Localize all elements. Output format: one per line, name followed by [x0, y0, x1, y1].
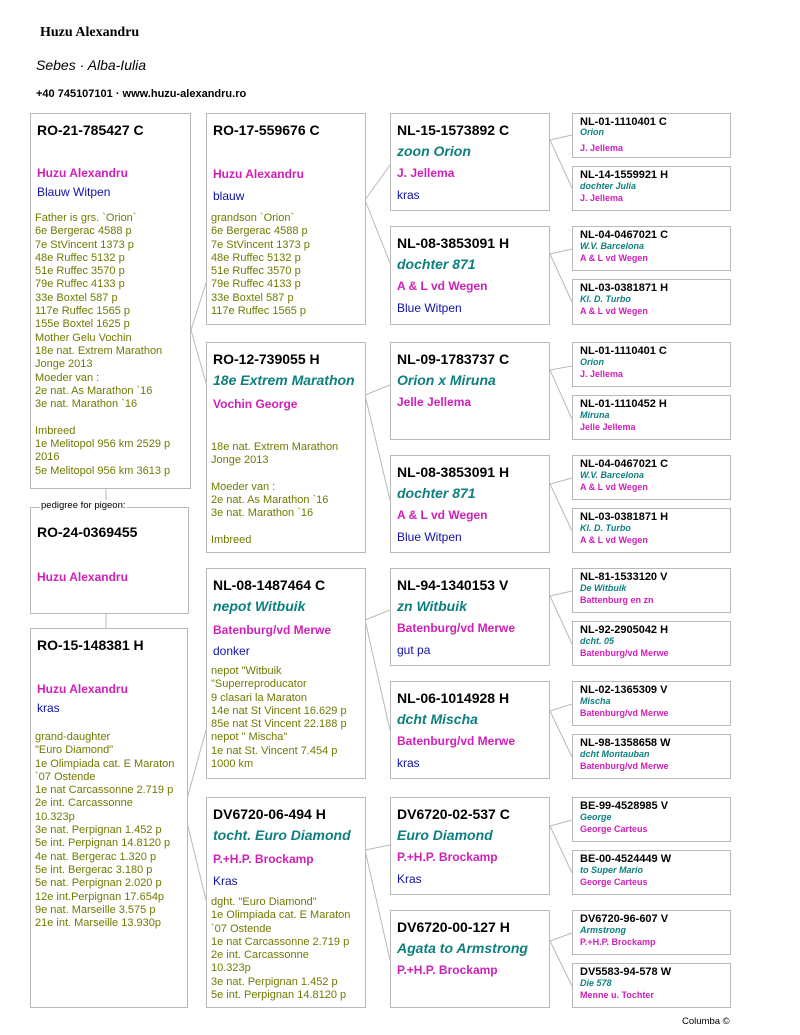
gen3-color: kras [397, 756, 420, 770]
gen3-ring: NL-08-3853091 H [397, 464, 510, 480]
gen4-name: Die 578 [580, 978, 612, 988]
gen3-name: zn Witbuik [397, 598, 467, 614]
gen4-breeder: Batenburg/vd Merwe [580, 648, 669, 658]
dd-ring: DV6720-06-494 H [213, 806, 326, 822]
gen4-breeder: A & L vd Wegen [580, 482, 648, 492]
gen4-card-1 [572, 166, 731, 211]
gen4-ring: DV5583-94-578 W [580, 966, 672, 978]
gen4-card-13 [572, 850, 731, 895]
subject-ring: RO-24-0369455 [37, 524, 138, 540]
gen4-name: Mischa [580, 696, 611, 706]
gen4-card-0 [572, 113, 731, 158]
gen3-card-0 [390, 113, 550, 211]
gen4-card-3 [572, 279, 731, 325]
ds-color: donker [213, 644, 250, 658]
sire-color: Blauw Witpen [37, 185, 111, 199]
gen3-ring: NL-15-1573892 C [397, 122, 510, 138]
gen4-ring: NL-01-1110452 H [580, 398, 667, 410]
gen3-ring: NL-06-1014928 H [397, 690, 510, 706]
dd-breeder: P.+H.P. Brockamp [213, 852, 314, 866]
sd-ring: RO-12-739055 H [213, 351, 320, 367]
gen4-name: Miruna [580, 410, 610, 420]
gen4-breeder: George Carteus [580, 877, 648, 887]
gen3-card-3 [390, 455, 550, 553]
gen4-card-14 [572, 910, 731, 955]
gen4-breeder: J. Jellema [580, 193, 624, 203]
gen3-breeder: Jelle Jellema [397, 395, 472, 409]
gen3-name: dochter 871 [397, 485, 476, 501]
gen4-ring: NL-04-0467021 C [580, 229, 669, 241]
gen4-card-9 [572, 621, 731, 666]
gen4-name: to Super Mario [580, 865, 644, 875]
ss-breeder: Huzu Alexandru [213, 167, 304, 181]
gen3-color: Blue Witpen [397, 301, 462, 315]
gen4-ring: NL-01-1110401 C [580, 345, 667, 357]
gen4-card-5 [572, 395, 731, 440]
gen4-ring: NL-03-0381871 H [580, 511, 669, 523]
gen4-card-4 [572, 342, 731, 387]
dam-dam-card [206, 797, 366, 1008]
gen3-card-5 [390, 681, 550, 779]
gen4-ring: NL-14-1559921 H [580, 169, 669, 181]
gen3-breeder: Batenburg/vd Merwe [397, 621, 516, 635]
gen4-breeder: A & L vd Wegen [580, 306, 648, 316]
gen4-breeder: Jelle Jellema [580, 422, 636, 432]
gen3-card-7 [390, 910, 550, 1008]
gen3-ring: NL-94-1340153 V [397, 577, 509, 593]
pedigree-label: pedigree for pigeon: [41, 500, 126, 511]
gen4-name: George [580, 812, 612, 822]
ss-ring: RO-17-559676 C [213, 122, 320, 138]
owner-contact: +40 745107101 · www.huzu-alexandru.ro [36, 88, 247, 100]
sd-notes: 18e nat. Extrem Marathon Jonge 2013 Moeder van : 2e nat. As Marathon `16 3e nat. Marathon `16 Imbreed [211, 441, 339, 547]
gen4-ring: DV6720-96-607 V [580, 913, 669, 925]
gen3-color: kras [397, 188, 420, 202]
gen4-card-2 [572, 226, 731, 271]
dd-name: tocht. Euro Diamond [213, 827, 351, 843]
gen3-card-1 [390, 226, 550, 325]
gen4-breeder: J. Jellema [580, 143, 624, 153]
dam-notes: grand-daughter "Euro Diamond" 1e Olimpiada cat. E Maraton `07 Ostende 1e nat Carcassonne 2.719 p 2e int. Carcassonne 10.323p 3e nat. Perpignan 1.452 p 5e int. Perpignan 14.8120 p 4e nat. Bergerac 1.320 p 5e int. Bergerac 3.180 p 5e nat. Perpignan 2.020 p 12e int.Perpignan 17.654p 9e nat. Marseille 3.575 p 21e int. Marseille 13.930p [35, 731, 175, 930]
gen3-color: Blue Witpen [397, 530, 462, 544]
gen3-name: zoon Orion [397, 143, 471, 159]
sire-sire-card [206, 113, 366, 325]
gen3-name: dcht Mischa [397, 711, 478, 727]
gen3-ring: NL-08-3853091 H [397, 235, 510, 251]
gen4-card-8 [572, 568, 731, 613]
gen4-card-10 [572, 681, 731, 726]
gen4-name: dcht Montauban [580, 749, 650, 759]
gen4-ring: NL-04-0467021 C [580, 458, 669, 470]
gen4-ring: NL-92-2905042 H [580, 624, 669, 636]
ds-name: nepot Witbuik [213, 598, 306, 614]
gen4-name: Orion [580, 357, 604, 367]
dd-notes: dght. "Euro Diamond" 1e Olimpiada cat. E Maraton `07 Ostende 1e nat Carcassonne 2.719 p 2e int. Carcassonne 10.323p 3e nat. Perpignan 1.452 p 5e int. Perpignan 14.8120 p [211, 896, 351, 1002]
gen4-name: Kl. D. Turbo [580, 294, 631, 304]
dam-breeder: Huzu Alexandru [37, 682, 128, 696]
gen3-breeder: J. Jellema [397, 166, 455, 180]
sd-name: 18e Extrem Marathon [213, 372, 355, 388]
owner-location: Sebes · Alba-Iulia [36, 57, 146, 73]
gen4-card-12 [572, 797, 731, 842]
dam-ring: RO-15-148381 H [37, 637, 144, 653]
gen4-ring: NL-03-0381871 H [580, 282, 669, 294]
gen3-breeder: A & L vd Wegen [397, 279, 488, 293]
gen4-name: De Witbuik [580, 583, 627, 593]
sire-dam-card [206, 342, 366, 553]
gen4-name: W.V. Barcelona [580, 470, 645, 480]
gen3-breeder: P.+H.P. Brockamp [397, 963, 498, 977]
dam-color: kras [37, 701, 60, 715]
ds-breeder: Batenburg/vd Merwe [213, 623, 332, 637]
gen4-breeder: J. Jellema [580, 369, 624, 379]
sd-breeder: Vochin George [213, 397, 298, 411]
ds-notes: nepot "Witbuik "Superreproducator 9 clasari la Maraton 14e nat St Vincent 16.629 p 85e nat St Vincent 22.188 p nepot " Mischa" 1e nat St. Vincent 7.454 p 1000 km [211, 665, 347, 771]
gen4-breeder: Batenburg/vd Merwe [580, 761, 669, 771]
gen4-name: Orion [580, 127, 604, 137]
gen4-card-11 [572, 734, 731, 779]
gen4-card-15 [572, 963, 731, 1008]
sire-breeder: Huzu Alexandru [37, 166, 128, 180]
gen4-breeder: Menne u. Tochter [580, 990, 654, 1000]
footer-credit: Columba © [682, 1016, 730, 1027]
gen3-card-4 [390, 568, 550, 666]
gen4-breeder: P.+H.P. Brockamp [580, 937, 656, 947]
ss-notes: grandson `Orion` 6e Bergerac 4588 p 7e StVincent 1373 p 48e Ruffec 5132 p 51e Ruffec 3570 p 79e Ruffec 4133 p 33e Boxtel 587 p 117e Ruffec 1565 p [211, 212, 310, 318]
gen3-ring: DV6720-02-537 C [397, 806, 510, 822]
gen3-breeder: A & L vd Wegen [397, 508, 488, 522]
gen4-ring: NL-98-1358658 W [580, 737, 671, 749]
gen4-name: W.V. Barcelona [580, 241, 645, 251]
gen3-breeder: P.+H.P. Brockamp [397, 850, 498, 864]
gen4-name: dcht. 05 [580, 636, 615, 646]
gen4-breeder: George Carteus [580, 824, 648, 834]
gen4-card-6 [572, 455, 731, 500]
gen3-name: Euro Diamond [397, 827, 493, 843]
subject-breeder: Huzu Alexandru [37, 570, 128, 584]
gen3-card-6 [390, 797, 550, 895]
dam-card [30, 628, 188, 1008]
sire-ring: RO-21-785427 C [37, 122, 144, 138]
dd-color: Kras [213, 874, 238, 888]
gen4-breeder: Batenburg/vd Merwe [580, 708, 669, 718]
gen4-name: Armstrong [580, 925, 627, 935]
gen3-color: gut pa [397, 643, 431, 657]
sire-card [30, 113, 191, 489]
gen3-name: dochter 871 [397, 256, 476, 272]
gen3-card-2 [390, 342, 550, 440]
gen3-name: Orion x Miruna [397, 372, 496, 388]
gen4-name: dochter Julia [580, 181, 637, 191]
gen4-breeder: A & L vd Wegen [580, 535, 648, 545]
gen4-ring: NL-02-1365309 V [580, 684, 668, 696]
sire-notes: Father is grs. `Orion` 6e Bergerac 4588 p 7e StVincent 1373 p 48e Ruffec 5132 p 51e Ruffec 3570 p 79e Ruffec 4133 p 33e Boxtel 587 p 117e Ruffec 1565 p 155e Boxtel 1625 p Mother Gelu Vochin 18e nat. Extrem Marathon Jonge 2013 Moeder van : 2e nat. As Marathon `16 3e nat. Marathon `16 Imbreed 1e Melitopol 956 km 2529 p 2016 5e Melitopol 956 km 3613 p [35, 212, 171, 477]
gen4-ring: NL-01-1110401 C [580, 116, 667, 128]
gen4-card-7 [572, 508, 731, 553]
gen4-breeder: A & L vd Wegen [580, 253, 648, 263]
gen3-name: Agata to Armstrong [397, 940, 528, 956]
subject-pigeon-card [30, 507, 189, 614]
owner-name: Huzu Alexandru [40, 25, 140, 40]
gen4-ring: BE-99-4528985 V [580, 800, 669, 812]
dam-sire-card [206, 568, 366, 779]
gen3-breeder: Batenburg/vd Merwe [397, 734, 516, 748]
gen3-ring: DV6720-00-127 H [397, 919, 510, 935]
gen4-name: Kl. D. Turbo [580, 523, 631, 533]
ds-ring: NL-08-1487464 C [213, 577, 326, 593]
ss-color: blauw [213, 189, 245, 203]
gen4-ring: BE-00-4524449 W [580, 853, 672, 865]
gen4-breeder: Battenburg en zn [580, 595, 654, 605]
gen3-color: Kras [397, 872, 422, 886]
gen3-ring: NL-09-1783737 C [397, 351, 510, 367]
gen4-ring: NL-81-1533120 V [580, 571, 668, 583]
